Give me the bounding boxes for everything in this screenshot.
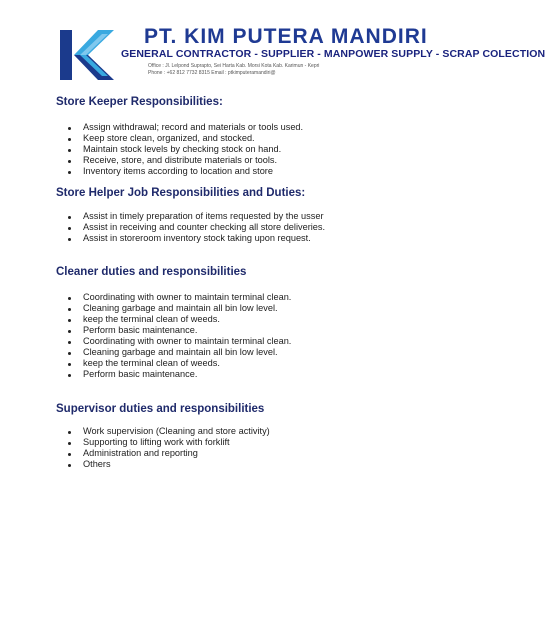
company-address: Office : Jl. Lelpond Suprapto, Sei Harta Kab. Morsi Kota Kab. Karimun - Kepri	[148, 63, 320, 69]
list-item: Keep store clean, organized, and stocked.	[56, 133, 303, 144]
letterhead	[58, 25, 545, 85]
list-item: Assign withdrawal; record and materials or tools used.	[56, 122, 303, 133]
list-item: Inventory items according to location and store	[56, 166, 303, 177]
list-item: Coordinating with owner to maintain terminal clean.	[56, 292, 291, 303]
section-title-store-helper: Store Helper Job Responsibilities and Duties:	[56, 187, 306, 199]
supervisor-list	[56, 426, 270, 470]
list-item: Others	[56, 459, 270, 470]
store-helper-list	[56, 211, 325, 244]
list-item: Coordinating with owner to maintain terminal clean.	[56, 336, 291, 347]
section-title-supervisor: Supervisor duties and responsibilities	[56, 403, 265, 415]
list-item: Maintain stock levels by checking stock on hand.	[56, 144, 303, 155]
list-item: keep the terminal clean of weeds.	[56, 314, 291, 325]
company-tagline: GENERAL CONTRACTOR - SUPPLIER - MANPOWER SUPPLY - SCRAP COLECTION	[121, 48, 545, 60]
list-item: Cleaning garbage and maintain all bin low level.	[56, 347, 291, 358]
list-item: Perform basic maintenance.	[56, 369, 291, 380]
company-logo-icon	[58, 28, 116, 82]
store-keeper-list	[56, 122, 303, 177]
company-contact: Phone : +62 812 7732 8315 Email : ptkimputeramandiri@	[148, 70, 276, 76]
company-name: PT. KIM PUTERA MANDIRI	[144, 25, 428, 48]
list-item: keep the terminal clean of weeds.	[56, 358, 291, 369]
list-item: Perform basic maintenance.	[56, 325, 291, 336]
list-item: Administration and reporting	[56, 448, 270, 459]
list-item: Receive, store, and distribute materials or tools.	[56, 155, 303, 166]
list-item: Work supervision (Cleaning and store activity)	[56, 426, 270, 437]
list-item: Assist in receiving and counter checking all store deliveries.	[56, 222, 325, 233]
list-item: Supporting to lifting work with forklift	[56, 437, 270, 448]
list-item: Assist in storeroom inventory stock taking upon request.	[56, 233, 325, 244]
section-title-cleaner: Cleaner duties and responsibilities	[56, 266, 247, 278]
list-item: Assist in timely preparation of items requested by the usser	[56, 211, 325, 222]
cleaner-list	[56, 292, 291, 380]
list-item: Cleaning garbage and maintain all bin low level.	[56, 303, 291, 314]
section-title-store-keeper: Store Keeper Responsibilities:	[56, 96, 223, 108]
